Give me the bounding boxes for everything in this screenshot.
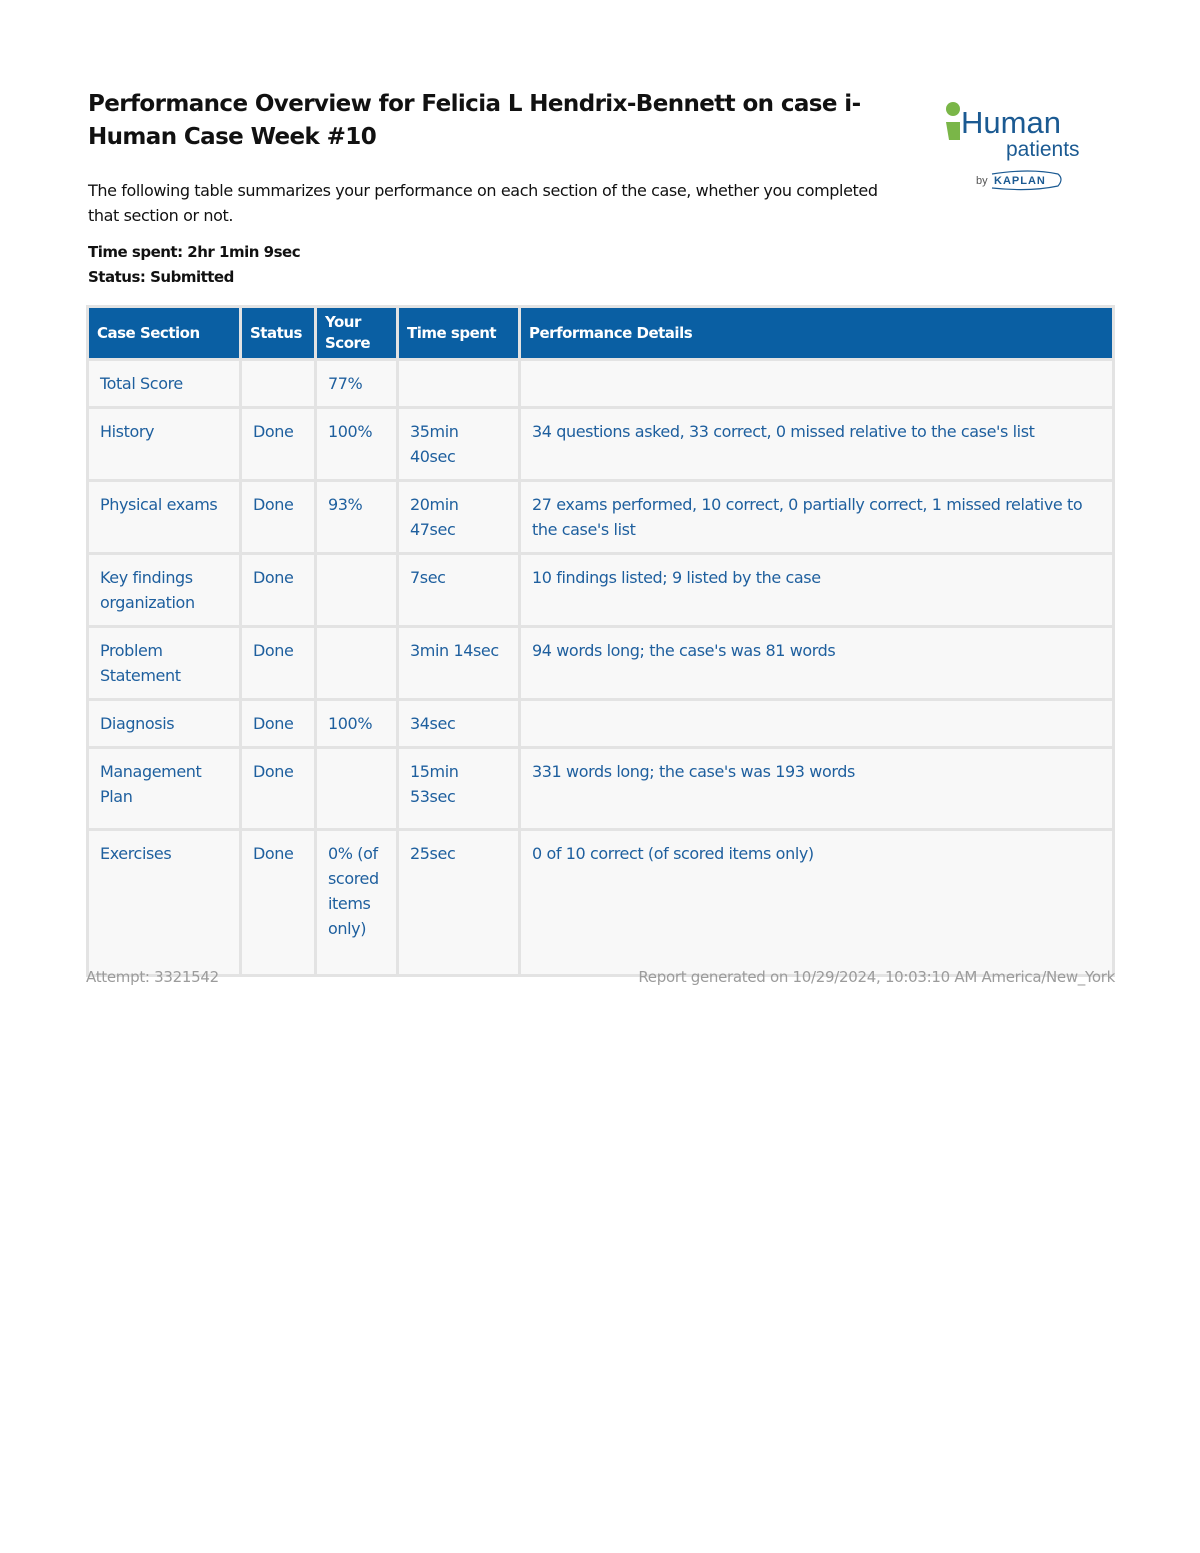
cell-status: Done (241, 554, 316, 627)
ihuman-logo-icon (938, 100, 1118, 200)
cell-section: Physical exams (88, 481, 241, 554)
page-title: Performance Overview for Felicia L Hendrix-Bennett on case i-Human Case Week #10 (88, 91, 861, 150)
performance-table (86, 305, 1115, 977)
cell-details (520, 360, 1114, 408)
cell-section: Exercises (88, 830, 241, 976)
time-spent: Time spent: 2hr 1min 9sec (88, 243, 301, 261)
cell-score: 0% (of scored items only) (316, 830, 398, 976)
logo-dot (946, 102, 960, 116)
cell-section: Key findings organization (88, 554, 241, 627)
cell-status (241, 360, 316, 408)
cell-status: Done (241, 481, 316, 554)
cell-status: Done (241, 748, 316, 830)
table-row (88, 700, 1114, 748)
table-row (88, 627, 1114, 700)
cell-status: Done (241, 700, 316, 748)
cell-details (520, 700, 1114, 748)
cell-section: Problem Statement (88, 627, 241, 700)
cell-time: 34sec (398, 700, 520, 748)
cell-details: 331 words long; the case's was 193 words (520, 748, 1114, 830)
cell-score: 100% (316, 700, 398, 748)
cell-score (316, 627, 398, 700)
cell-time: 35min 40sec (398, 408, 520, 481)
column-header-case-section: Case Section (88, 307, 241, 360)
column-header-performance-details: Performance Details (520, 307, 1114, 360)
intro-text: The following table summarizes your performance on each section of the case, whether you completed that section or not. (88, 181, 878, 225)
cell-section: Total Score (88, 360, 241, 408)
status: Status: Submitted (88, 268, 234, 286)
table-header-row (88, 307, 1114, 360)
cell-time: 15min 53sec (398, 748, 520, 830)
logo-by: by (976, 175, 988, 187)
cell-status: Done (241, 627, 316, 700)
cell-score: 93% (316, 481, 398, 554)
cell-status: Done (241, 830, 316, 976)
logo-brand: Human (961, 105, 1061, 140)
cell-section: History (88, 408, 241, 481)
cell-time: 25sec (398, 830, 520, 976)
cell-details: 34 questions asked, 33 correct, 0 missed relative to the case's list (520, 408, 1114, 481)
cell-score (316, 748, 398, 830)
cell-status: Done (241, 408, 316, 481)
column-header-time-spent: Time spent (398, 307, 520, 360)
report-generated: Report generated on 10/29/2024, 10:03:10 AM America/New_York (638, 968, 1115, 986)
cell-section: Diagnosis (88, 700, 241, 748)
cell-details: 0 of 10 correct (of scored items only) (520, 830, 1114, 976)
ihuman-patients-logo (938, 100, 1118, 200)
attempt-id: Attempt: 3321542 (86, 968, 219, 986)
cell-details: 94 words long; the case's was 81 words (520, 627, 1114, 700)
summary-meta (88, 240, 300, 290)
cell-time: 3min 14sec (398, 627, 520, 700)
table-row (88, 830, 1114, 976)
cell-score (316, 554, 398, 627)
table-row (88, 408, 1114, 481)
table-row (88, 481, 1114, 554)
cell-time: 20min 47sec (398, 481, 520, 554)
table-row (88, 748, 1114, 830)
logo-sub: patients (1006, 138, 1080, 161)
cell-time: 7sec (398, 554, 520, 627)
logo-company: KAPLAN (994, 175, 1046, 187)
logo-i-stem (946, 122, 960, 140)
cell-details: 10 findings listed; 9 listed by the case (520, 554, 1114, 627)
cell-score: 77% (316, 360, 398, 408)
cell-time (398, 360, 520, 408)
cell-score: 100% (316, 408, 398, 481)
cell-details: 27 exams performed, 10 correct, 0 partially correct, 1 missed relative to the case's list (520, 481, 1114, 554)
table-row (88, 360, 1114, 408)
cell-section: Management Plan (88, 748, 241, 830)
column-header-your-score: Your Score (316, 307, 398, 360)
table-row (88, 554, 1114, 627)
column-header-status: Status (241, 307, 316, 360)
